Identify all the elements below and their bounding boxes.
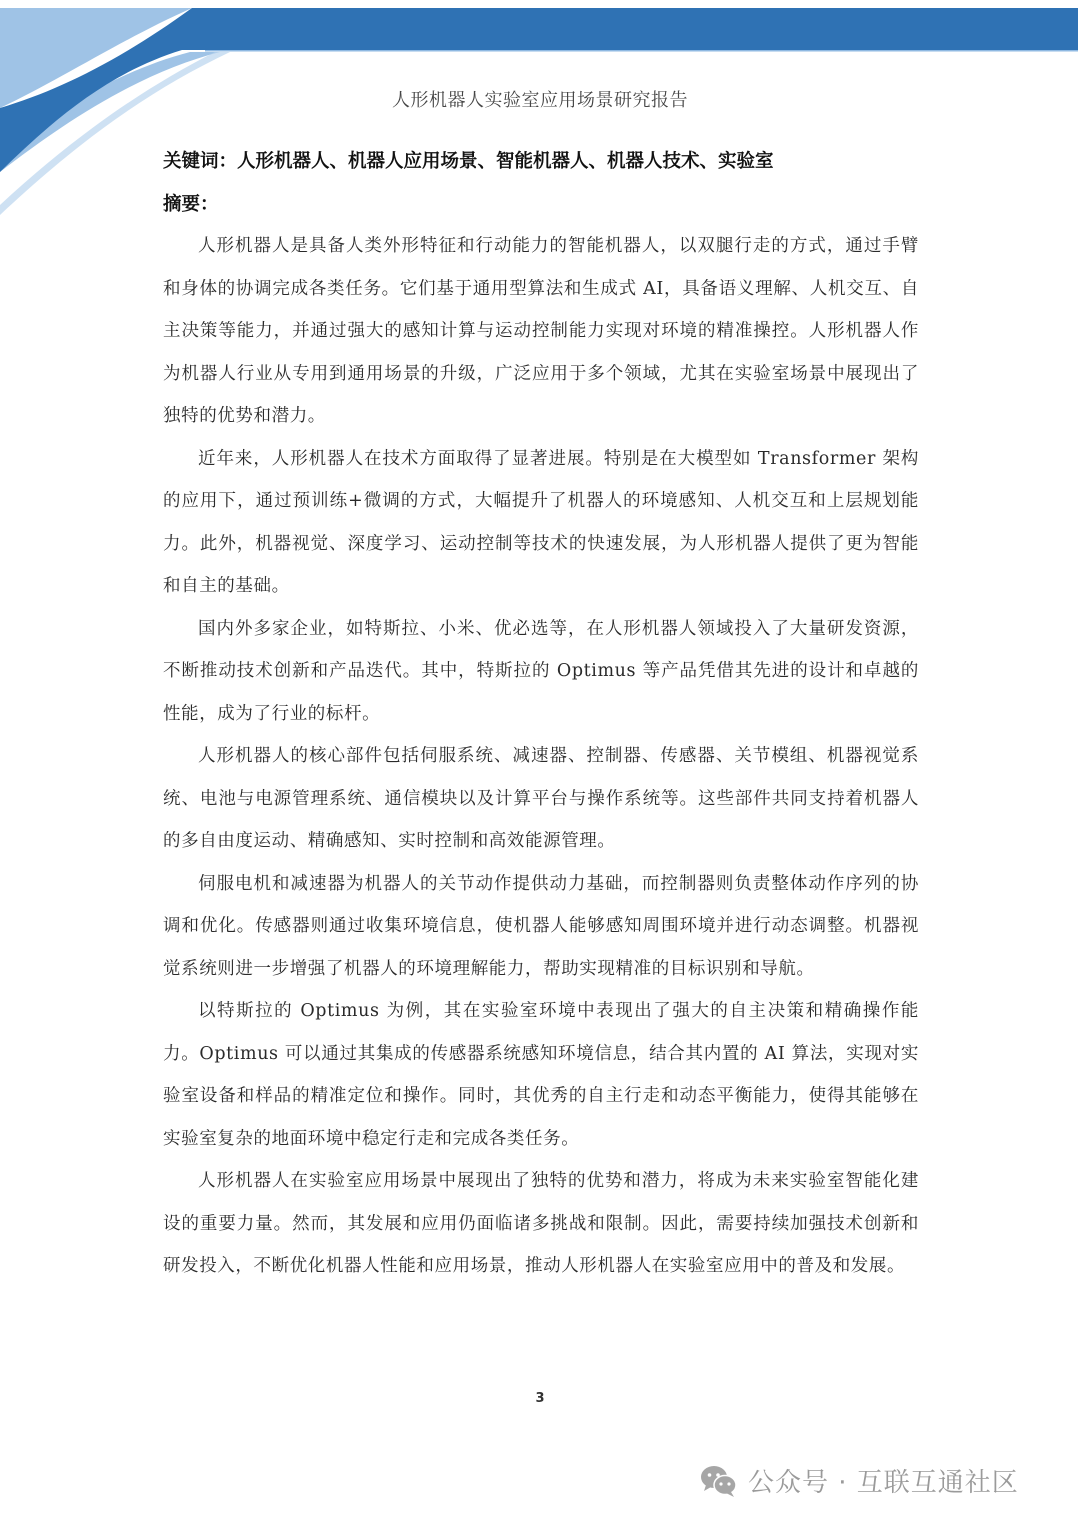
paragraph: 人形机器人是具备人类外形特征和行动能力的智能机器人，以双腿行走的方式，通过手臂和身体的协调完成各类任务。它们基于通用型算法和生成式 AI，具备语义理解、人机交互、自主决策等能力，并通过强大的感知计算与运动控制能力实现对环境的精准操控。人形机器人作为机器人行业从专用到通用场景的升级，广泛应用于多个领域，尤其在实验室场景中展现出了独特的优势和潜力。 <box>163 236 919 426</box>
paragraph: 国内外多家企业，如特斯拉、小米、优必选等，在人形机器人领域投入了大量研发资源，不断推动技术创新和产品迭代。其中，特斯拉的 Optimus 等产品凭借其先进的设计和卓越的性能，成为了行业的标杆。 <box>163 618 919 724</box>
document-title: 人形机器人实验室应用场景研究报告 <box>392 90 688 111</box>
watermark <box>700 1462 1019 1499</box>
paragraph: 伺服电机和减速器为机器人的关节动作提供动力基础，而控制器则负责整体动作序列的协调和优化。传感器则通过收集环境信息，使机器人能够感知周围环境并进行动态调整。机器视觉系统则进一步增强了机器人的环境理解能力，帮助实现精准的目标识别和导航。 <box>163 873 919 979</box>
abstract-body <box>163 225 919 1288</box>
paragraph: 人形机器人的核心部件包括伺服系统、减速器、控制器、传感器、关节模组、机器视觉系统、电池与电源管理系统、通信模块以及计算平台与操作系统等。这些部件共同支持着机器人的多自由度运动、精确感知、实时控制和高效能源管理。 <box>163 746 919 851</box>
keywords-text: 人形机器人、机器人应用场景、智能机器人、机器人技术、实验室 <box>237 151 774 172</box>
wechat-icon <box>700 1464 738 1498</box>
watermark-text: 公众号 · 互联互通社区 <box>748 1468 1019 1498</box>
abstract-label: 摘要： <box>163 194 219 215</box>
paragraph: 近年来，人形机器人在技术方面取得了显著进展。特别是在大模型如 Transformer 架构的应用下，通过预训练+微调的方式，大幅提升了机器人的环境感知、人机交互和上层规划能力。此外，机器视觉、深度学习、运动控制等技术的快速发展，为人形机器人提供了更为智能和自主的基础。 <box>163 448 919 596</box>
paragraph: 以特斯拉的 Optimus 为例，其在实验室环境中表现出了强大的自主决策和精确操作能力。Optimus 可以通过其集成的传感器系统感知环境信息，结合其内置的 AI 算法，实现对实验室设备和样品的精准定位和操作。同时，其优秀的自主行走和动态平衡能力，使得其能够在实验室复杂的地面环境中稳定行走和完成各类任务。 <box>163 1001 919 1149</box>
keywords-label: 关键词： <box>163 151 238 172</box>
paragraph: 人形机器人在实验室应用场景中展现出了独特的优势和潜力，将成为未来实验室智能化建设的重要力量。然而，其发展和应用仍面临诸多挑战和限制。因此，需要持续加强技术创新和研发投入，不断优化机器人性能和应用场景，推动人形机器人在实验室应用中的普及和发展。 <box>163 1171 919 1276</box>
page-number: 3 <box>535 1391 545 1406</box>
keywords-line <box>163 147 774 173</box>
